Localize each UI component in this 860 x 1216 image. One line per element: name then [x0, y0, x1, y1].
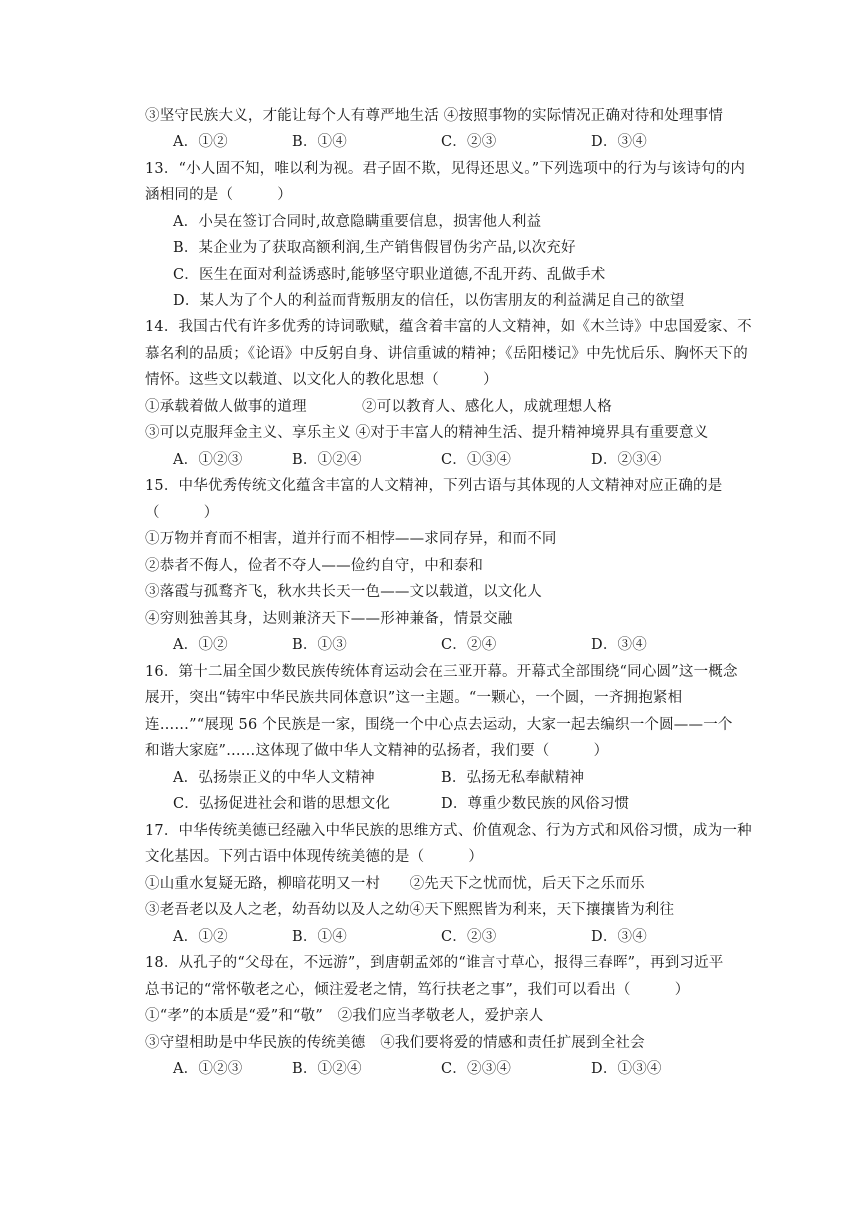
q15-statement-4: ④穷则独善其身，达则兼济天下——形神兼备，情景交融	[145, 611, 513, 627]
q14-statement-2: ②可以教育人、感化人，成就理想人格	[362, 399, 612, 415]
q12-option-b[interactable]: B．①④	[292, 134, 347, 150]
q15-statement-1: ①万物并育而不相害，道并行而不相悖——求同存异，和而不同	[145, 531, 557, 547]
q18-option-d[interactable]: D．①③④	[591, 1061, 662, 1077]
q18-option-a[interactable]: A．①②③	[173, 1061, 243, 1077]
q18-option-b[interactable]: B．①②④	[292, 1061, 362, 1077]
q15-option-c[interactable]: C．②④	[441, 637, 497, 653]
q15-option-d[interactable]: D．③④	[591, 637, 647, 653]
q14-stem-line2: 慕名利的品质；《论语》中反躬自身、讲信重诚的精神；《岳阳楼记》中先忧后乐、胸怀天下的	[145, 346, 748, 362]
q18-options	[173, 1059, 773, 1079]
q15-stem-line1: 15．中华优秀传统文化蕴含丰富的人文精神，下列古语与其体现的人文精神对应正确的是	[145, 478, 723, 494]
q18-option-c[interactable]: C．②③④	[441, 1061, 512, 1077]
q18-statement-3-4: ③守望相助是中华民族的传统美德 ④我们要将爱的情感和责任扩展到全社会	[145, 1035, 645, 1051]
q15-option-b[interactable]: B．①③	[292, 637, 347, 653]
q16-options-row1	[173, 768, 773, 788]
q13-option-d[interactable]: D．某人为了个人的利益而背叛朋友的信任，以伤害朋友的利益满足自己的欲望	[173, 293, 685, 309]
q14-options	[173, 450, 773, 470]
q13-option-b[interactable]: B．某企业为了获取高额利润,生产销售假冒伪劣产品,以次充好	[173, 240, 576, 256]
q18-stem-line1: 18．从孔子的“父母在，不远游”，到唐朝孟郊的“谁言寸草心，报得三春晖”，再到习近平	[145, 955, 724, 971]
q16-option-c[interactable]: C．弘扬促进社会和谐的思想文化	[173, 796, 391, 812]
q14-option-b[interactable]: B．①②④	[292, 452, 362, 468]
q13-option-a[interactable]: A．小吴在签订合同时,故意隐瞒重要信息，损害他人利益	[173, 214, 542, 230]
q14-stem-line3: 情怀。这些文以载道、以文化人的教化思想（ ）	[145, 372, 498, 388]
q17-options	[173, 927, 773, 947]
q13-stem-line1: 13．“小人固不知，唯以利为视。君子固不欺，见得还思义。”下列选项中的行为与该诗句的内	[145, 161, 746, 177]
q16-stem-line2: 展开，突出“铸牢中华民族共同体意识”这一主题。“一颗心，一个圆，一齐拥抱紧相	[145, 690, 683, 706]
q16-stem-line4: 和谐大家庭”……这体现了做中华人文精神的弘扬者，我们要（ ）	[145, 743, 609, 759]
q13-option-c[interactable]: C．医生在面对利益诱惑时,能够坚守职业道德,不乱开药、乱做手术	[173, 267, 606, 283]
q17-option-b[interactable]: B．①④	[292, 929, 347, 945]
q14-option-d[interactable]: D．②③④	[591, 452, 662, 468]
q16-option-a[interactable]: A．弘扬崇正义的中华人文精神	[173, 770, 375, 786]
q14-statement-1: ①承载着做人做事的道理	[145, 399, 307, 415]
q15-options	[173, 635, 773, 655]
q14-statement-3-4: ③可以克服拜金主义、享乐主义 ④对于丰富人的精神生活、提升精神境界具有重要意义	[145, 425, 709, 441]
q12-option-c[interactable]: C．②③	[441, 134, 497, 150]
q15-statement-2: ②恭者不侮人，俭者不夺人——俭约自守，中和泰和	[145, 558, 484, 574]
q16-stem-line3: 连……”“展现 56 个民族是一家，围绕一个中心点去运动，大家一起去编织一个圆——一个	[145, 717, 733, 733]
q17-stem-line1: 17．中华传统美德已经融入中华民族的思维方式、价值观念、行为方式和风俗习惯，成为一种	[145, 823, 752, 839]
q15-stem-line2: （ ）	[145, 505, 219, 521]
q12-options	[173, 132, 773, 152]
q18-stem-line2: 总书记的“常怀敬老之心，倾注爱老之情，笃行扶老之事”，我们可以看出（ ）	[145, 982, 690, 998]
q16-option-d[interactable]: D．尊重少数民族的风俗习惯	[441, 796, 630, 812]
q17-statement-1-2: ①山重水复疑无路，柳暗花明又一村 ②先天下之忧而忧，后天下之乐而乐	[145, 876, 645, 892]
q15-statement-3: ③落霞与孤鹜齐飞，秋水共长天一色——文以载道，以文化人	[145, 584, 542, 600]
q17-stem-line2: 文化基因。下列古语中体现传统美德的是（ ）	[145, 849, 484, 865]
q14-stem-line1: 14．我国古代有许多优秀的诗词歌赋，蕴含着丰富的人文精神，如《木兰诗》中忠国爱家、不	[145, 319, 752, 335]
q12-statement-3-4: ③坚守民族大义，才能让每个人有尊严地生活 ④按照事物的实际情况正确对待和处理事情	[145, 108, 724, 124]
q17-statement-3-4: ③老吾老以及人之老，幼吾幼以及人之幼④天下熙熙皆为利来，天下攘攘皆为利往	[145, 902, 675, 918]
q18-statement-1-2: ①“孝”的本质是“爱”和“敬” ②我们应当孝敬老人，爱护亲人	[145, 1008, 544, 1024]
q14-option-c[interactable]: C．①③④	[441, 452, 512, 468]
q16-option-b[interactable]: B．弘扬无私奉献精神	[441, 770, 585, 786]
q12-option-d[interactable]: D．③④	[591, 134, 647, 150]
q15-option-a[interactable]: A．①②	[173, 637, 228, 653]
q17-option-a[interactable]: A．①②	[173, 929, 228, 945]
q14-option-a[interactable]: A．①②③	[173, 452, 243, 468]
q16-options-row2	[173, 794, 773, 814]
q13-stem-line2: 涵相同的是（ ）	[145, 187, 292, 203]
q17-option-c[interactable]: C．②③	[441, 929, 497, 945]
q17-option-d[interactable]: D．③④	[591, 929, 647, 945]
q12-option-a[interactable]: A．①②	[173, 134, 228, 150]
q16-stem-line1: 16．第十二届全国少数民族传统体育运动会在三亚开幕。开幕式全部围绕“同心圆”这一概念	[145, 664, 738, 680]
